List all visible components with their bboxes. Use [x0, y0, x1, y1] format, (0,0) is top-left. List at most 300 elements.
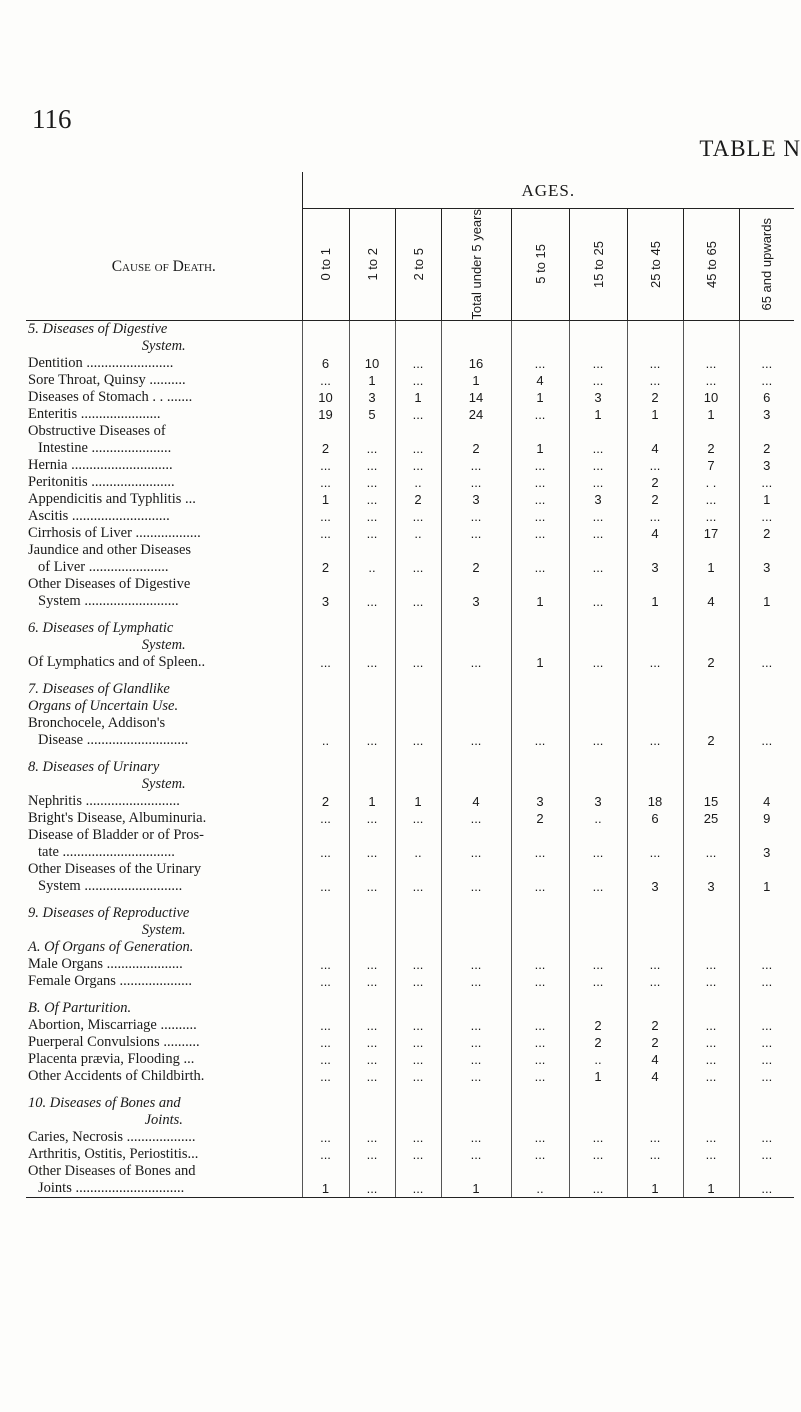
value-cell	[739, 423, 794, 440]
value-cell: ...	[569, 732, 627, 749]
cause-cell: Intestine ......................	[38, 439, 172, 456]
value-cell	[441, 698, 511, 715]
table-row	[26, 406, 794, 423]
cause-cell: Appendicitis and Typhlitis ...	[28, 490, 196, 507]
value-cell	[569, 715, 627, 732]
value-cell	[569, 939, 627, 956]
value-cell: ...	[395, 654, 441, 671]
value-cell: ...	[302, 1017, 349, 1034]
value-cell	[395, 320, 441, 338]
section-heading-row	[26, 776, 794, 793]
value-cell: 6	[739, 389, 794, 406]
value-cell	[627, 1095, 683, 1112]
value-cell	[302, 1000, 349, 1017]
value-cell	[441, 922, 511, 939]
value-cell: ...	[569, 1146, 627, 1163]
value-cell	[627, 759, 683, 776]
value-cell: ...	[349, 1146, 395, 1163]
value-cell: 1	[511, 440, 569, 457]
value-cell: 2	[627, 474, 683, 491]
value-cell	[395, 610, 441, 620]
value-cell: ...	[739, 1180, 794, 1198]
value-cell	[627, 776, 683, 793]
value-cell: ...	[441, 508, 511, 525]
value-cell	[441, 759, 511, 776]
value-cell	[302, 990, 349, 1000]
value-cell: 2	[627, 491, 683, 508]
cause-cell: 8. Diseases of Urinary	[28, 758, 160, 775]
cause-cell: 7. Diseases of Glandlike	[28, 680, 170, 697]
value-cell: ...	[395, 732, 441, 749]
value-cell: ...	[395, 1146, 441, 1163]
value-cell: ...	[569, 372, 627, 389]
value-cell	[511, 922, 569, 939]
value-cell	[395, 759, 441, 776]
value-cell	[683, 1085, 739, 1095]
value-cell	[627, 1000, 683, 1017]
value-cell: ...	[569, 525, 627, 542]
cause-cell: Bronchocele, Addison's	[28, 714, 166, 731]
value-cell: ...	[395, 1034, 441, 1051]
value-cell	[302, 827, 349, 844]
value-cell	[511, 759, 569, 776]
value-cell: 25	[683, 810, 739, 827]
value-cell	[441, 671, 511, 681]
value-cell	[441, 1085, 511, 1095]
value-cell: ...	[569, 654, 627, 671]
value-cell: ...	[441, 457, 511, 474]
value-cell: 2	[569, 1034, 627, 1051]
value-cell	[395, 637, 441, 654]
value-cell	[739, 895, 794, 905]
value-cell: 10	[683, 389, 739, 406]
value-cell	[683, 542, 739, 559]
value-cell	[395, 895, 441, 905]
value-cell: 3	[739, 406, 794, 423]
value-cell: ...	[569, 1129, 627, 1146]
value-cell: ..	[395, 844, 441, 861]
cause-cell: System.	[141, 921, 186, 938]
value-cell: ...	[349, 1129, 395, 1146]
value-cell	[349, 922, 395, 939]
value-cell	[683, 759, 739, 776]
value-cell	[511, 1085, 569, 1095]
value-cell: ...	[511, 508, 569, 525]
value-cell	[349, 681, 395, 698]
value-cell	[349, 939, 395, 956]
value-cell	[739, 1000, 794, 1017]
value-cell: 1	[739, 593, 794, 610]
value-cell: 1	[302, 491, 349, 508]
value-cell	[441, 905, 511, 922]
value-cell: ...	[302, 457, 349, 474]
value-cell	[569, 1163, 627, 1180]
value-cell	[441, 827, 511, 844]
value-cell: ...	[627, 732, 683, 749]
cause-cell: of Liver ......................	[38, 558, 169, 575]
value-cell: 1	[627, 593, 683, 610]
value-cell: 1	[683, 1180, 739, 1198]
value-cell: ...	[569, 844, 627, 861]
value-cell: ...	[511, 355, 569, 372]
value-cell: ...	[569, 355, 627, 372]
value-cell: 2	[441, 559, 511, 576]
value-cell	[569, 922, 627, 939]
label-row	[26, 861, 794, 878]
value-cell	[511, 671, 569, 681]
value-cell	[511, 681, 569, 698]
value-cell: 1	[569, 406, 627, 423]
cause-cell: Nephritis ..........................	[28, 792, 180, 809]
value-cell	[627, 698, 683, 715]
table-row	[26, 878, 794, 895]
value-cell: ...	[569, 956, 627, 973]
cause-cell: Jaundice and other Diseases	[28, 541, 192, 558]
table-row	[26, 559, 794, 576]
age-column-label: 1 to 2	[364, 248, 380, 281]
value-cell: 1	[511, 593, 569, 610]
value-cell	[302, 620, 349, 637]
value-cell	[349, 698, 395, 715]
value-cell	[683, 681, 739, 698]
value-cell: ...	[627, 973, 683, 990]
value-cell: 18	[627, 793, 683, 810]
value-cell	[511, 1000, 569, 1017]
table-row	[26, 1068, 794, 1085]
value-cell: 1	[302, 1180, 349, 1198]
value-cell	[395, 1112, 441, 1129]
value-cell: ...	[395, 973, 441, 990]
value-cell: 16	[441, 355, 511, 372]
cause-cell: 10. Diseases of Bones and	[28, 1094, 181, 1111]
value-cell: 1	[739, 491, 794, 508]
value-cell: ...	[441, 844, 511, 861]
value-cell: ..	[569, 810, 627, 827]
value-cell	[302, 320, 349, 338]
table-row	[26, 732, 794, 749]
value-cell: 2	[441, 440, 511, 457]
value-cell	[627, 905, 683, 922]
value-cell: ...	[349, 1034, 395, 1051]
value-cell	[302, 1095, 349, 1112]
value-cell: ...	[395, 1068, 441, 1085]
cause-cell: Organs of Uncertain Use.	[28, 697, 179, 714]
value-cell: ...	[627, 508, 683, 525]
value-cell: ...	[683, 1051, 739, 1068]
value-cell: ...	[511, 1068, 569, 1085]
spacer-cell	[26, 610, 302, 620]
age-column-label: 15 to 25	[590, 240, 606, 288]
value-cell	[569, 749, 627, 759]
value-cell: ...	[511, 1034, 569, 1051]
value-cell: 2	[739, 525, 794, 542]
value-cell	[441, 749, 511, 759]
cause-of-death-header: Cause of Death.	[26, 172, 302, 320]
cause-cell: 6. Diseases of Lymphatic	[28, 619, 174, 636]
table-body	[26, 320, 794, 1197]
value-cell	[683, 827, 739, 844]
value-cell: 4	[627, 1068, 683, 1085]
value-cell	[739, 827, 794, 844]
value-cell	[627, 939, 683, 956]
value-cell: 1	[627, 1180, 683, 1198]
value-cell: ...	[739, 508, 794, 525]
value-cell: ...	[511, 973, 569, 990]
value-cell: ...	[569, 457, 627, 474]
page-number: 116	[32, 104, 72, 134]
age-column-header	[511, 209, 569, 321]
value-cell: 14	[441, 389, 511, 406]
value-cell	[302, 576, 349, 593]
value-cell	[627, 827, 683, 844]
value-cell	[441, 320, 511, 338]
label-row	[26, 827, 794, 844]
value-cell: ...	[569, 559, 627, 576]
value-cell: ...	[683, 1017, 739, 1034]
mortality-table	[26, 172, 794, 1198]
value-cell: 19	[302, 406, 349, 423]
value-cell: 6	[302, 355, 349, 372]
value-cell	[739, 698, 794, 715]
value-cell: ...	[349, 457, 395, 474]
value-cell	[511, 1163, 569, 1180]
value-cell	[349, 576, 395, 593]
value-cell	[441, 895, 511, 905]
value-cell: ...	[441, 1017, 511, 1034]
value-cell	[627, 637, 683, 654]
value-cell	[511, 610, 569, 620]
value-cell: 2	[627, 1017, 683, 1034]
cause-cell: Bright's Disease, Albuminuria.	[28, 809, 207, 826]
value-cell	[441, 610, 511, 620]
value-cell	[441, 620, 511, 637]
value-cell: ...	[349, 474, 395, 491]
section-heading-row	[26, 1095, 794, 1112]
value-cell: ...	[627, 1129, 683, 1146]
value-cell	[349, 338, 395, 355]
table-row	[26, 654, 794, 671]
table-row	[26, 508, 794, 525]
cause-cell: Disease ............................	[38, 731, 189, 748]
value-cell: ...	[627, 355, 683, 372]
value-cell	[739, 922, 794, 939]
table-row	[26, 355, 794, 372]
value-cell: 1	[395, 389, 441, 406]
value-cell	[511, 423, 569, 440]
value-cell	[349, 320, 395, 338]
value-cell: ...	[739, 1146, 794, 1163]
cause-cell: Of Lymphatics and of Spleen..	[28, 653, 206, 670]
value-cell	[441, 1000, 511, 1017]
value-cell: 10	[302, 389, 349, 406]
value-cell	[395, 905, 441, 922]
value-cell	[441, 990, 511, 1000]
value-cell: ...	[511, 844, 569, 861]
value-cell: 1	[349, 793, 395, 810]
value-cell: ...	[683, 1034, 739, 1051]
spacer-cell	[26, 990, 302, 1000]
value-cell: 4	[683, 593, 739, 610]
table-row	[26, 1051, 794, 1068]
value-cell	[511, 827, 569, 844]
value-cell: ...	[349, 440, 395, 457]
cause-cell: tate ...............................	[38, 843, 175, 860]
value-cell: ...	[395, 1129, 441, 1146]
value-cell	[395, 1163, 441, 1180]
value-cell: ...	[739, 1051, 794, 1068]
value-cell: 3	[683, 878, 739, 895]
value-cell: 1	[349, 372, 395, 389]
value-cell: 1	[441, 372, 511, 389]
value-cell: ...	[569, 474, 627, 491]
value-cell	[395, 990, 441, 1000]
value-cell: ..	[569, 1051, 627, 1068]
table-row	[26, 973, 794, 990]
cause-cell: System.	[141, 337, 186, 354]
value-cell	[302, 861, 349, 878]
age-column-label: 2 to 5	[410, 248, 426, 281]
value-cell	[683, 320, 739, 338]
table-row	[26, 440, 794, 457]
age-column-label: Total under 5 years	[468, 209, 484, 320]
value-cell	[569, 620, 627, 637]
value-cell	[569, 990, 627, 1000]
value-cell: ...	[349, 878, 395, 895]
value-cell: 5	[349, 406, 395, 423]
value-cell	[569, 759, 627, 776]
value-cell	[683, 990, 739, 1000]
value-cell: 3	[627, 878, 683, 895]
value-cell	[627, 320, 683, 338]
value-cell: ...	[302, 1068, 349, 1085]
value-cell: ...	[441, 1129, 511, 1146]
value-cell: 6	[627, 810, 683, 827]
value-cell: ...	[441, 1146, 511, 1163]
value-cell: ...	[683, 355, 739, 372]
value-cell	[683, 1000, 739, 1017]
value-cell	[349, 715, 395, 732]
cause-cell: System ...........................	[38, 877, 183, 894]
section-heading-row	[26, 1112, 794, 1129]
value-cell: ...	[395, 593, 441, 610]
value-cell	[441, 1163, 511, 1180]
value-cell: 4	[739, 793, 794, 810]
table-row	[26, 372, 794, 389]
mortality-table-frame	[26, 172, 794, 1198]
value-cell	[683, 749, 739, 759]
value-cell	[302, 681, 349, 698]
value-cell: ...	[441, 973, 511, 990]
table-row	[26, 474, 794, 491]
cause-cell: Hernia ............................	[28, 456, 173, 473]
value-cell: 2	[395, 491, 441, 508]
value-cell	[683, 576, 739, 593]
value-cell: ...	[302, 956, 349, 973]
value-cell: 3	[569, 491, 627, 508]
value-cell	[302, 1163, 349, 1180]
value-cell: ...	[302, 844, 349, 861]
value-cell	[627, 423, 683, 440]
table-row	[26, 389, 794, 406]
value-cell	[441, 681, 511, 698]
value-cell: ...	[302, 1129, 349, 1146]
value-cell	[683, 1163, 739, 1180]
age-column-header	[683, 209, 739, 321]
value-cell	[302, 715, 349, 732]
value-cell	[683, 671, 739, 681]
cause-cell: A. Of Organs of Generation.	[28, 938, 194, 955]
value-cell: ..	[395, 474, 441, 491]
value-cell	[441, 338, 511, 355]
value-cell: ...	[683, 372, 739, 389]
value-cell	[569, 423, 627, 440]
value-cell: 2	[683, 440, 739, 457]
value-cell: ...	[395, 508, 441, 525]
value-cell: ...	[683, 1068, 739, 1085]
cause-cell: Arthritis, Ostitis, Periostitis...	[28, 1145, 199, 1162]
value-cell: ...	[349, 508, 395, 525]
value-cell: 2	[302, 440, 349, 457]
value-cell: ..	[349, 559, 395, 576]
spacer-cell	[26, 671, 302, 681]
label-row	[26, 715, 794, 732]
value-cell: 1	[395, 793, 441, 810]
value-cell: ...	[511, 1017, 569, 1034]
cause-cell: Other Diseases of Digestive	[28, 575, 191, 592]
value-cell: ...	[739, 732, 794, 749]
value-cell: ...	[627, 844, 683, 861]
value-cell	[739, 637, 794, 654]
value-cell: ...	[441, 1051, 511, 1068]
value-cell: 2	[739, 440, 794, 457]
value-cell	[441, 1112, 511, 1129]
value-cell	[511, 905, 569, 922]
value-cell	[511, 895, 569, 905]
cause-cell: 9. Diseases of Reproductive	[28, 904, 190, 921]
value-cell: ...	[441, 1034, 511, 1051]
label-row	[26, 542, 794, 559]
value-cell: ...	[739, 1068, 794, 1085]
value-cell	[683, 423, 739, 440]
value-cell: ...	[569, 508, 627, 525]
value-cell: 24	[441, 406, 511, 423]
value-cell	[302, 759, 349, 776]
value-cell	[739, 338, 794, 355]
table-row	[26, 457, 794, 474]
value-cell: ...	[441, 1068, 511, 1085]
value-cell	[569, 1095, 627, 1112]
value-cell	[349, 620, 395, 637]
value-cell: 1	[569, 1068, 627, 1085]
value-cell	[683, 1095, 739, 1112]
value-cell: ...	[349, 810, 395, 827]
value-cell	[511, 715, 569, 732]
value-cell: 4	[627, 1051, 683, 1068]
value-cell	[569, 542, 627, 559]
age-column-label: 5 to 15	[532, 244, 548, 285]
value-cell: 3	[739, 844, 794, 861]
value-cell: ...	[683, 491, 739, 508]
cause-cell: Joints ..............................	[26, 1180, 302, 1198]
value-cell	[349, 895, 395, 905]
value-cell	[569, 320, 627, 338]
age-column-header	[302, 209, 349, 321]
value-cell	[441, 423, 511, 440]
value-cell	[739, 776, 794, 793]
age-column-header	[739, 209, 794, 321]
value-cell: ...	[349, 491, 395, 508]
spacer-cell	[26, 749, 302, 759]
